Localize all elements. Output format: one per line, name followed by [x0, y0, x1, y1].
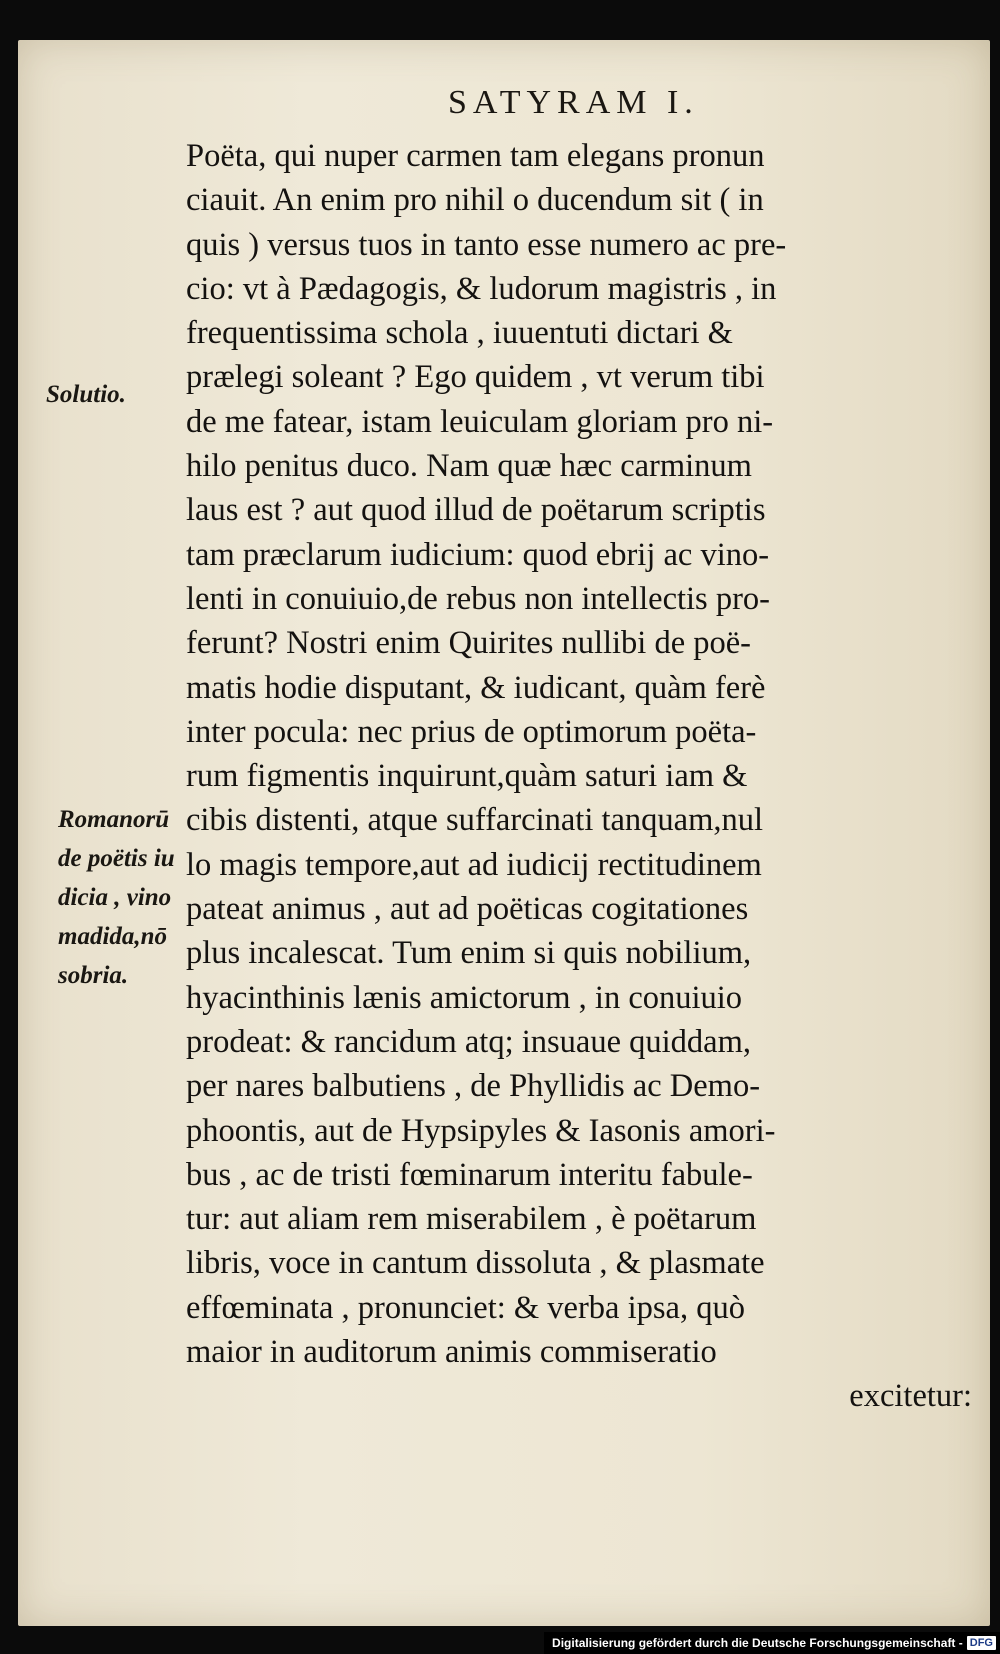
digitization-footer [544, 1632, 1000, 1654]
body-text [186, 134, 976, 1419]
text-line: prodeat: & rancidum atq; insuaue quiddam, [186, 1023, 751, 1060]
text-line: phoontis, aut de Hypsipyles & Iasonis amori- [186, 1112, 776, 1149]
text-line: ferunt? Nostri enim Quirites nullibi de poë- [186, 625, 752, 662]
text-line: matis hodie disputant, & iudicant, quàm ferè [186, 669, 766, 706]
margin-note-line: dicia , vino [58, 884, 172, 911]
text-line: prælegi soleant ? Ego quidem , vt verum tibi [186, 359, 765, 396]
text-line: quis ) versus tuos in tanto esse numero ac pre- [186, 226, 787, 263]
catchword: excitetur: [849, 1378, 972, 1415]
text-line: frequentissima schola , iuuentuti dictari & [186, 315, 733, 352]
dfg-logo: DFG [967, 1636, 996, 1650]
text-line: tam præclarum iudicium: quod ebrij ac vino- [186, 536, 770, 573]
margin-note-line: Romanorū [58, 806, 170, 833]
running-head: SATYRAM I. [448, 84, 699, 121]
text-line: bus , ac de tristi fœminarum interitu fabule- [186, 1156, 753, 1193]
text-line: laus est ? aut quod illud de poëtarum scriptis [186, 492, 766, 529]
text-line: effœminata , pronunciet: & verba ipsa, quò [186, 1289, 745, 1326]
footer-credit: Digitalisierung gefördert durch die Deutsche Forschungsgemeinschaft - [552, 1636, 963, 1650]
book-page [18, 40, 990, 1626]
text-line: hilo penitus duco. Nam quæ hæc carminum [186, 448, 752, 485]
text-line: plus incalescat. Tum enim si quis nobilium, [186, 935, 752, 972]
text-line: Poëta, qui nuper carmen tam elegans pronun [186, 138, 765, 174]
margin-note-solutio: Solutio. [46, 381, 126, 408]
text-line: cio: vt à Pædagogis, & ludorum magistris , in [186, 270, 777, 307]
text-line: hyacinthinis lænis amictorum , in conuiuio [186, 979, 743, 1016]
text-line: lo magis tempore,aut ad iudicij rectitudinem [186, 846, 762, 883]
text-line: tur: aut aliam rem miserabilem , è poëtarum [186, 1201, 757, 1238]
text-line: lenti in conuiuio,de rebus non intellectis pro- [186, 580, 770, 617]
margin-note-line: de poëtis iu [58, 845, 175, 872]
text-line: maior in auditorum animis commiseratio [186, 1334, 717, 1371]
text-line: ciauit. An enim pro nihil o ducendum sit ( in [186, 182, 764, 219]
margin-note-line: madida,nō [58, 923, 168, 950]
text-line: rum figmentis inquirunt,quàm saturi iam & [186, 758, 748, 795]
margin-note-line: sobria. [58, 962, 129, 989]
text-line: pateat animus , aut ad poëticas cogitationes [186, 891, 749, 928]
text-line: libris, voce in cantum dissoluta , & plasmate [186, 1245, 765, 1282]
text-line: cibis distenti, atque suffarcinati tanquam,nul [186, 802, 764, 839]
text-line: de me fatear, istam leuiculam gloriam pro ni- [186, 403, 774, 440]
text-line: per nares balbutiens , de Phyllidis ac Demo- [186, 1068, 761, 1105]
text-line: inter pocula: nec prius de optimorum poëta- [186, 713, 757, 750]
